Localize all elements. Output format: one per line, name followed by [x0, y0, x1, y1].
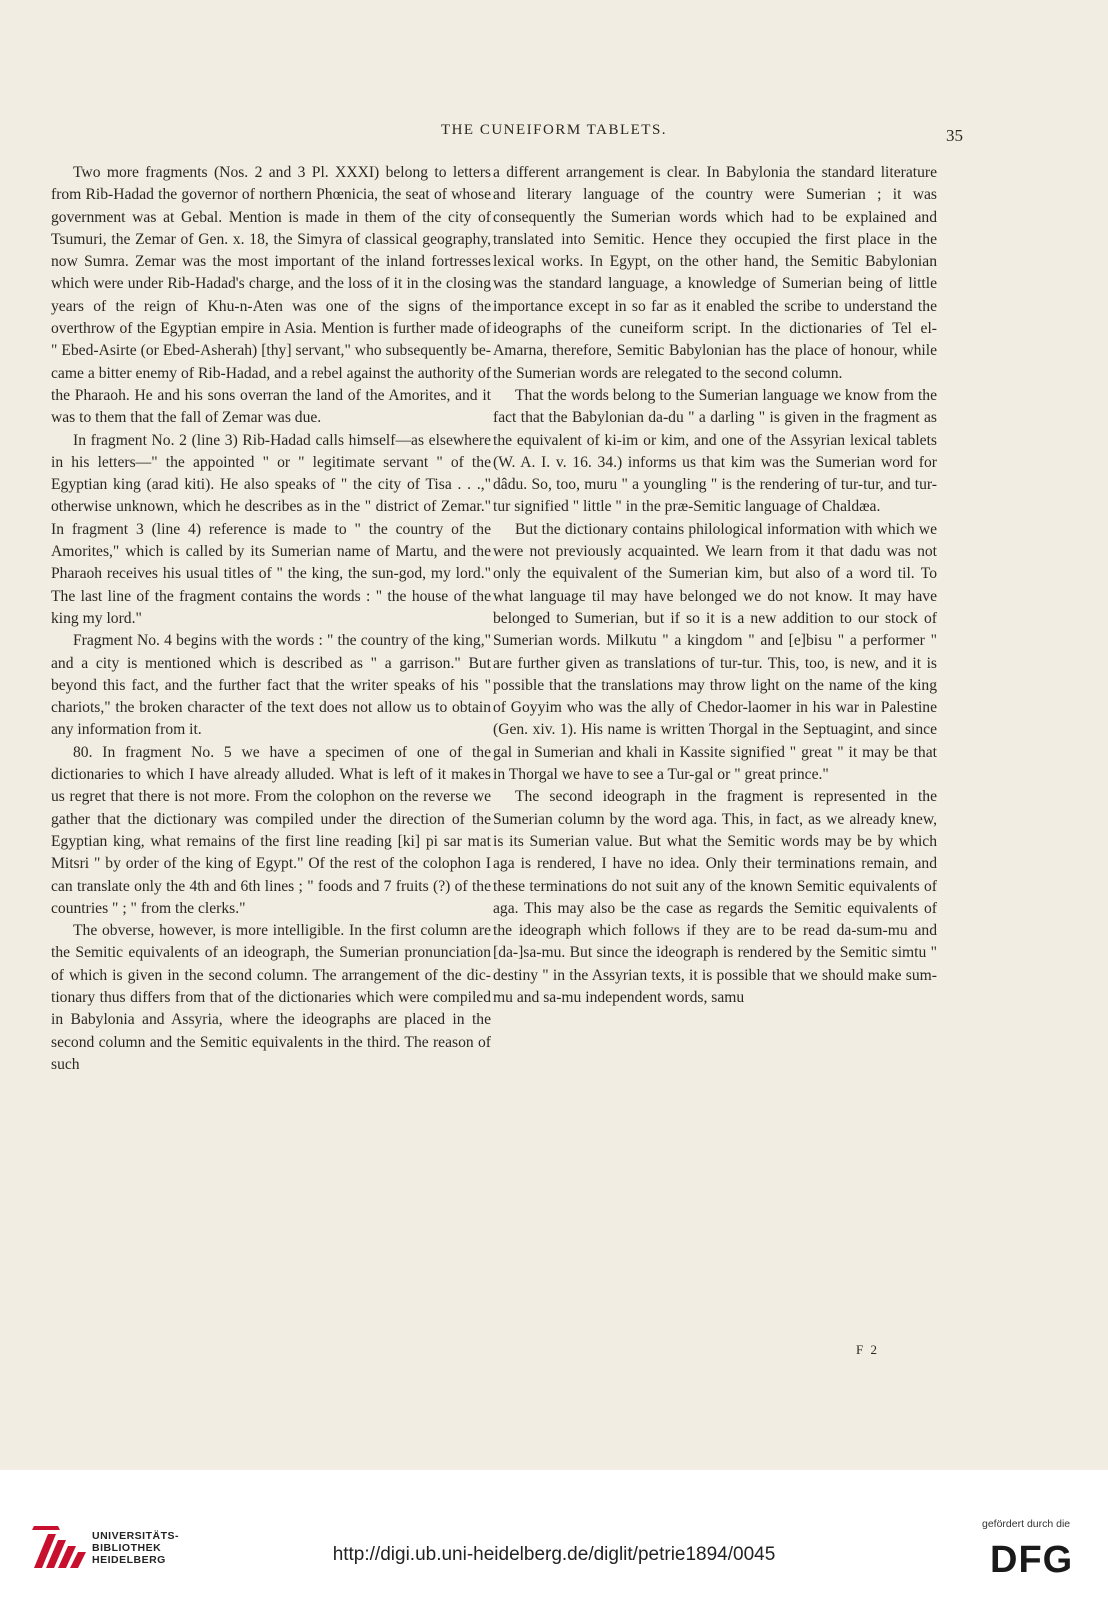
paragraph: That the words belong to the Sumerian language we know from the fact that the Babylonian da-du " a darling " is given in the fragment as the equivalent of ki-im or kim, and one of the Assyrian lexical tablets (W. A. I. v. 16. 34.) informs us that kim was the Sumerian word for dâdu. So, too, muru " a youngling " is the rendering of tur-tur, and tur-tur signified " little " in the præ-Semitic language of Chaldæa. — [493, 386, 937, 516]
paragraph: The second ideograph in the fragment is represented in the Sumerian column by the word aga. This, in fact, as we already knew, is its Sumerian value. But what the Semitic words may be by which aga is rendered, I have no idea. Only their terminations remain, and these terminations do not suit any of the known Semitic equivalents of aga. This may also be the case as regards the Semitic equivalents of the ideograph which follows if they are to be read da-sum-mu and [da-]sa-mu. But since the ideograph is rendered by the Semitic simtu " destiny " in the Assyrian texts, it is possible that we should make sum-mu and sa-mu independent words, samu — [493, 788, 937, 1006]
digitization-footer — [0, 1470, 1108, 1600]
signature-mark: F 2 — [856, 1342, 879, 1357]
paragraph: But the dictionary contains philological information with which we were not previously acquainted. We learn from it that dadu was not only the equivalent of the Sumerian kim, but also of a word til. To what language til may have belonged we do not know. It may have belonged to Sumerian, but if so it is a new addition to our stock of Sumerian words. Milkutu " a kingdom " and [e]bisu " a performer " are further given as translations of tur-tur. This, too, is new, and it is possible that the translations may throw light on the name of the king of Goyyim who was the ally of Chedor-laomer in his war in Palestine (Gen. xiv. 1). His name is written Thorgal in the Septuagint, and since gal in Sumerian and khali in Kassite signified " great " it may be that in Thorgal we have to see a Tur-gal or " great prince." — [493, 520, 937, 784]
paragraph: The obverse, however, is more intelligible. In the first column are the Semitic equivalents of an ideograph, the Sumerian pronunciation of which is given in the second column. The arrangement of the dictionary thus differs from that of the dictionaries which were compiled in Babylonia and Assyria, where the ideographs are placed in the second column and the Semitic equivalents in the third. The reason of such — [51, 922, 491, 1073]
paragraph: Two more fragments (Nos. 2 and 3 Pl. XXXI) belong to letters from Rib-Hadad the governor of northern Phœnicia, the seat of whose government was at Gebal. Mention is made in them of the city of Tsumuri, the Zemar of Gen. x. 18, the Simyra of classical geography, now Sumra. Zemar was the most important of the inland fortresses which were under Rib-Hadad's charge, and the loss of it in the closing years of the reign of Khu-n-Aten was one of the signs of the overthrow of the Egyptian empire in Asia. Mention is further made of " Ebed-Asirte (or Ebed-Asherah) [thy] servant," who subsequently became a bitter enemy of Rib-Hadad, and a rebel against the authority of the Pharaoh. He and his sons overran the land of the Amorites, and it was to them that the fall of Zemar was due. — [51, 164, 491, 427]
permalink[interactable]: http://digi.ub.uni-heidelberg.de/diglit/petrie1894/0045 — [332, 1544, 776, 1565]
running-head: THE CUNEIFORM TABLETS. — [440, 122, 668, 138]
left-column — [51, 162, 491, 1076]
paragraph: In fragment No. 2 (line 3) Rib-Hadad calls himself—as elsewhere in his letters—" the appointed " or " legitimate servant " of the Egyptian king (arad kiti). He also speaks of " the city of Tisa . . .," otherwise unknown, which he describes as in the " district of Zemar." In fragment 3 (line 4) reference is made to " the country of the Amorites," which is called by its Sumerian name of Martu, and the Pharaoh receives his usual titles of " the king, the sun-god, my lord." The last line of the fragment contains the words : " the house of the king my lord." — [51, 431, 491, 627]
page-number: 35 — [946, 126, 963, 145]
paragraph: a different arrangement is clear. In Babylonia the standard literature and literary language of the country were Sumerian ; it was consequently the Sumerian words which had to be explained and translated into Semitic. Hence they occupied the first place in the lexical works. In Egypt, on the other hand, the Semitic Babylonian was the standard language, a knowledge of Sumerian being of little importance except in so far as it enabled the scribe to understand the ideographs of the cuneiform script. In the dictionaries of Tel el-Amarna, therefore, Semitic Babylonian has the place of honour, while the Sumerian words are relegated to the second column. — [493, 164, 937, 382]
funder-label: gefördert durch die — [982, 1518, 1071, 1530]
right-column — [493, 162, 937, 1009]
paragraph: 80. In fragment No. 5 we have a specimen of one of the dictionaries to which I have already alluded. What is left of it makes us regret that there is not more. From the colophon on the reverse we gather that the dictionary was compiled under the direction of the Egyptian king, what remains of the first line reading [ki] pi sar mat Mitsri " by order of the king of Egypt." Of the rest of the colophon I can translate only the 4th and 6th lines ; " foods and 7 fruits (?) of the countries " ; " from the clerks." — [51, 743, 491, 917]
paragraph: Fragment No. 4 begins with the words : " the country of the king," and a city is mentioned which is described as " a garrison." But beyond this fact, and the further fact that the writer speaks of his " chariots," the broken character of the text does not allow us to obtain any information from it. — [51, 632, 491, 739]
dfg-logo: DFG — [990, 1539, 1074, 1581]
library-name: UNIVERSITÄTS- BIBLIOTHEK HEIDELBERG — [92, 1530, 180, 1566]
